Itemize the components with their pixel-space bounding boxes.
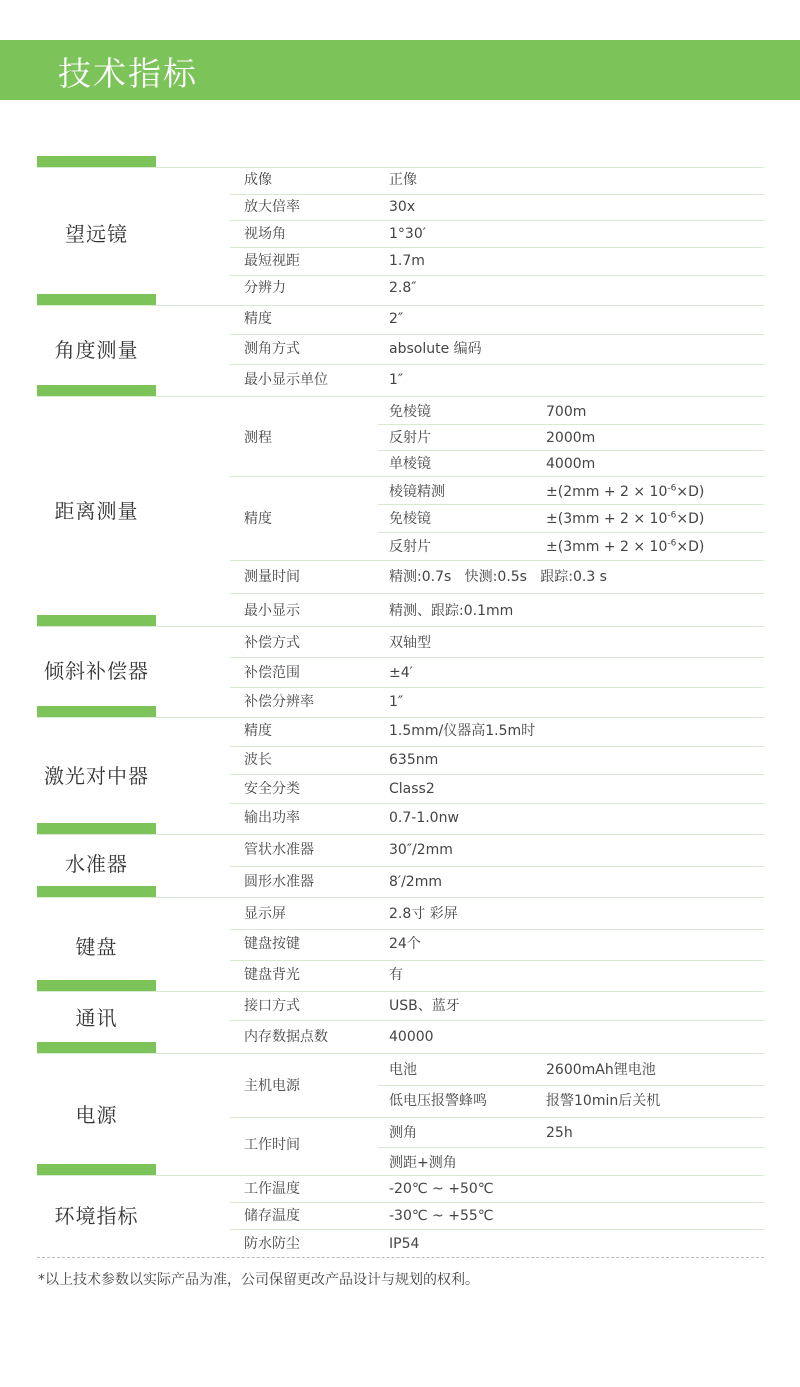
row-divider bbox=[230, 960, 764, 961]
spec-key: 内存数据点数 bbox=[244, 1029, 328, 1045]
row-divider bbox=[230, 803, 764, 804]
row-divider bbox=[230, 247, 764, 248]
row-divider bbox=[230, 275, 764, 276]
section-label-angle: 角度测量 bbox=[54, 338, 139, 362]
spec-key: 圆形水准器 bbox=[244, 874, 314, 890]
section-divider bbox=[37, 834, 764, 835]
spec-key: 补偿范围 bbox=[244, 665, 300, 681]
row-divider bbox=[230, 364, 764, 365]
spec-key: 视场角 bbox=[244, 226, 286, 242]
spec-key: 补偿方式 bbox=[244, 635, 300, 651]
spec-subkey: 反射片 bbox=[389, 430, 431, 446]
spec-value: 2000m bbox=[546, 430, 596, 446]
section-marker bbox=[37, 1164, 156, 1175]
spec-value: $\pm(3mm + 2 \times 10^{-6}\times D)$ bbox=[546, 538, 705, 555]
section-label-keyboard: 键盘 bbox=[75, 935, 118, 959]
spec-key: 最短视距 bbox=[244, 253, 300, 269]
section-marker bbox=[37, 615, 156, 626]
row-divider bbox=[230, 593, 764, 594]
spec-value: 报警10min后关机 bbox=[546, 1093, 661, 1109]
spec-value: 635nm bbox=[389, 752, 439, 768]
spec-key: 键盘按键 bbox=[244, 936, 300, 952]
page-header bbox=[0, 40, 800, 100]
spec-value: 1°30′ bbox=[389, 226, 426, 242]
section-label-comm: 通讯 bbox=[75, 1006, 118, 1030]
row-divider bbox=[230, 657, 764, 658]
row-divider bbox=[230, 1020, 764, 1021]
row-divider bbox=[230, 334, 764, 335]
spec-key: 最小显示 bbox=[244, 603, 300, 619]
row-divider bbox=[230, 1202, 764, 1203]
spec-value: 30″/2mm bbox=[389, 842, 453, 858]
spec-value: 2600mAh锂电池 bbox=[546, 1062, 656, 1078]
spec-value: 8′/2mm bbox=[389, 874, 442, 890]
spec-value: 700m bbox=[546, 404, 587, 420]
spec-value: $\pm(2mm + 2 \times 10^{-6}\times D)$ bbox=[546, 483, 705, 500]
section-divider bbox=[37, 626, 764, 627]
spec-value: 24个 bbox=[389, 936, 421, 952]
row-divider bbox=[230, 476, 764, 477]
spec-key: 成像 bbox=[244, 172, 272, 188]
spec-subkey: 单棱镜 bbox=[389, 456, 431, 472]
spec-key: 管状水准器 bbox=[244, 842, 314, 858]
row-divider bbox=[230, 687, 764, 688]
section-divider bbox=[37, 167, 764, 168]
spec-key: 分辨力 bbox=[244, 280, 286, 296]
spec-value: -30℃ ~ +55℃ bbox=[389, 1208, 494, 1224]
spec-key: 最小显示单位 bbox=[244, 372, 328, 388]
spec-key: 波长 bbox=[244, 752, 272, 768]
row-divider bbox=[378, 504, 764, 505]
section-marker bbox=[37, 706, 156, 717]
section-divider bbox=[37, 396, 764, 397]
spec-subkey: 反射片 bbox=[389, 539, 431, 555]
section-label-environment: 环境指标 bbox=[54, 1204, 139, 1228]
row-divider bbox=[230, 1117, 764, 1118]
spec-key: 精度 bbox=[244, 311, 272, 327]
spec-value: 25h bbox=[546, 1125, 573, 1141]
spec-key: 工作时间 bbox=[244, 1137, 300, 1153]
page-title: 技术指标 bbox=[58, 54, 198, 93]
spec-key: 输出功率 bbox=[244, 810, 300, 826]
row-divider bbox=[230, 560, 764, 561]
row-divider bbox=[230, 929, 764, 930]
spec-key: 主机电源 bbox=[244, 1078, 300, 1094]
spec-value: 2.8″ bbox=[389, 280, 417, 296]
spec-subkey: 棱镜精测 bbox=[389, 484, 445, 500]
row-divider bbox=[230, 746, 764, 747]
spec-key: 测程 bbox=[244, 430, 272, 446]
section-label-laser-plummet: 激光对中器 bbox=[44, 764, 149, 788]
spec-value: -20℃ ~ +50℃ bbox=[389, 1181, 494, 1197]
section-marker bbox=[37, 294, 156, 305]
spec-key: 测角方式 bbox=[244, 341, 300, 357]
spec-value: 0.7-1.0nw bbox=[389, 810, 459, 826]
row-divider bbox=[378, 1147, 764, 1148]
section-divider bbox=[37, 1053, 764, 1054]
spec-subkey: 测角 bbox=[389, 1125, 417, 1141]
section-marker bbox=[37, 385, 156, 396]
spec-value: 精测、跟踪:0.1mm bbox=[389, 603, 514, 619]
section-divider bbox=[37, 717, 764, 718]
spec-key: 工作温度 bbox=[244, 1181, 300, 1197]
spec-value: 双轴型 bbox=[389, 635, 431, 651]
row-divider bbox=[230, 220, 764, 221]
spec-value: 4000m bbox=[546, 456, 596, 472]
spec-key: 键盘背光 bbox=[244, 967, 300, 983]
section-divider bbox=[37, 1175, 764, 1176]
spec-subkey: 测距+测角 bbox=[389, 1155, 457, 1171]
section-marker bbox=[37, 980, 156, 991]
row-divider bbox=[378, 1085, 764, 1086]
section-label-power: 电源 bbox=[75, 1103, 118, 1127]
section-marker bbox=[37, 156, 156, 167]
spec-subkey: 低电压报警蜂鸣 bbox=[389, 1093, 487, 1109]
section-marker bbox=[37, 1042, 156, 1053]
spec-value: 1″ bbox=[389, 694, 404, 710]
row-divider bbox=[230, 866, 764, 867]
spec-value: 1.5mm/仪器高1.5m时 bbox=[389, 723, 536, 739]
spec-value: IP54 bbox=[389, 1236, 420, 1252]
section-divider bbox=[37, 991, 764, 992]
spec-value: 40000 bbox=[389, 1029, 434, 1045]
spec-value: 有 bbox=[389, 967, 403, 983]
spec-subkey: 免棱镜 bbox=[389, 404, 431, 420]
spec-value: ±4′ bbox=[389, 665, 413, 681]
spec-key: 储存温度 bbox=[244, 1208, 300, 1224]
spec-value: Class2 bbox=[389, 781, 435, 797]
spec-value: USB、蓝牙 bbox=[389, 998, 460, 1014]
spec-value: 30x bbox=[389, 199, 416, 215]
section-label-compensator: 倾斜补偿器 bbox=[44, 659, 149, 683]
row-divider bbox=[378, 450, 764, 451]
spec-key: 放大倍率 bbox=[244, 199, 300, 215]
spec-value: 正像 bbox=[389, 172, 417, 188]
spec-subkey: 免棱镜 bbox=[389, 511, 431, 527]
spec-subkey: 电池 bbox=[389, 1062, 417, 1078]
spec-value: 1.7m bbox=[389, 253, 425, 269]
spec-key: 安全分类 bbox=[244, 781, 300, 797]
row-divider bbox=[378, 424, 764, 425]
spec-key: 测量时间 bbox=[244, 569, 300, 585]
spec-key: 防水防尘 bbox=[244, 1236, 300, 1252]
section-divider bbox=[37, 305, 764, 306]
row-divider bbox=[230, 774, 764, 775]
row-divider bbox=[230, 1229, 764, 1230]
section-label-distance: 距离测量 bbox=[54, 499, 139, 523]
spec-key: 显示屏 bbox=[244, 906, 286, 922]
spec-value: $\pm(3mm + 2 \times 10^{-6}\times D)$ bbox=[546, 510, 705, 527]
section-label-telescope: 望远镜 bbox=[65, 222, 128, 246]
row-divider bbox=[378, 532, 764, 533]
table-bottom-rule bbox=[37, 1257, 764, 1258]
spec-key: 接口方式 bbox=[244, 998, 300, 1014]
row-divider bbox=[230, 194, 764, 195]
spec-value: 精测:0.7s 快测:0.5s 跟踪:0.3 s bbox=[389, 569, 607, 585]
spec-value: absolute 编码 bbox=[389, 341, 482, 357]
section-divider bbox=[37, 897, 764, 898]
spec-key: 补偿分辨率 bbox=[244, 694, 314, 710]
spec-value: 2″ bbox=[389, 311, 404, 327]
footnote: *以上技术参数以实际产品为准，公司保留更改产品设计与规划的权利。 bbox=[38, 1272, 479, 1288]
spec-key: 精度 bbox=[244, 723, 272, 739]
section-marker bbox=[37, 823, 156, 834]
section-label-level: 水准器 bbox=[65, 852, 128, 876]
spec-key: 精度 bbox=[244, 511, 272, 527]
section-marker bbox=[37, 886, 156, 897]
spec-value: 1″ bbox=[389, 372, 404, 388]
spec-value: 2.8寸 彩屏 bbox=[389, 906, 458, 922]
